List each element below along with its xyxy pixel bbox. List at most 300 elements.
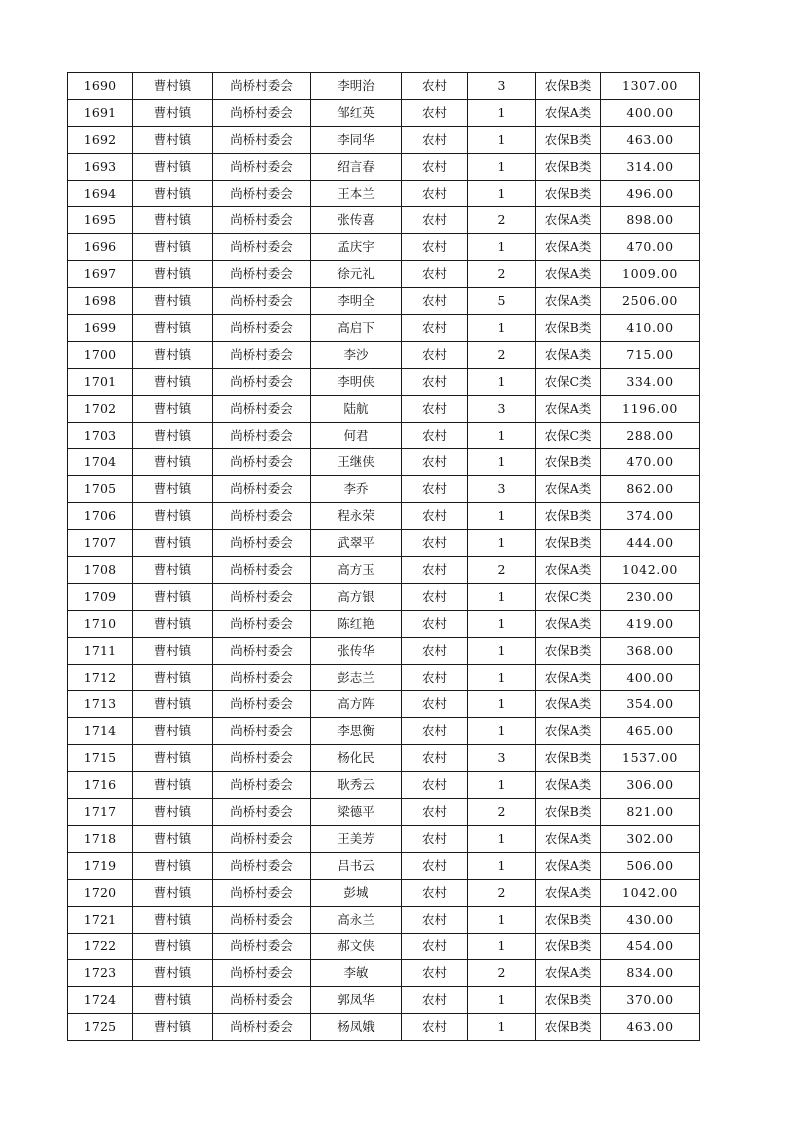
town-cell: 曹村镇	[133, 153, 213, 180]
area-type-cell: 农村	[402, 852, 468, 879]
table-row	[68, 987, 700, 1014]
serial-number-cell: 1715	[68, 745, 133, 772]
benefit-category-cell: 农保C类	[536, 368, 601, 395]
area-type-cell: 农村	[402, 99, 468, 126]
benefit-amount-cell: 400.00	[601, 99, 700, 126]
recipient-name-cell: 杨化民	[311, 745, 402, 772]
area-type-cell: 农村	[402, 288, 468, 315]
recipient-name-cell: 耿秀云	[311, 772, 402, 799]
benefit-category-cell: 农保B类	[536, 987, 601, 1014]
serial-number-cell: 1710	[68, 610, 133, 637]
benefit-category-cell: 农保B类	[536, 180, 601, 207]
table-row	[68, 395, 700, 422]
village-committee-cell: 尚桥村委会	[213, 906, 311, 933]
town-cell: 曹村镇	[133, 879, 213, 906]
recipient-name-cell: 王继侠	[311, 449, 402, 476]
benefit-category-cell: 农保B类	[536, 503, 601, 530]
recipient-name-cell: 彭志兰	[311, 664, 402, 691]
serial-number-cell: 1699	[68, 315, 133, 342]
town-cell: 曹村镇	[133, 718, 213, 745]
serial-number-cell: 1721	[68, 906, 133, 933]
town-cell: 曹村镇	[133, 126, 213, 153]
benefit-category-cell: 农保B类	[536, 799, 601, 826]
town-cell: 曹村镇	[133, 368, 213, 395]
benefit-amount-cell: 821.00	[601, 799, 700, 826]
serial-number-cell: 1717	[68, 799, 133, 826]
town-cell: 曹村镇	[133, 772, 213, 799]
area-type-cell: 农村	[402, 799, 468, 826]
table-row	[68, 691, 700, 718]
area-type-cell: 农村	[402, 879, 468, 906]
benefit-amount-cell: 430.00	[601, 906, 700, 933]
household-members-cell: 1	[468, 610, 536, 637]
benefit-category-cell: 农保A类	[536, 772, 601, 799]
town-cell: 曹村镇	[133, 825, 213, 852]
household-members-cell: 1	[468, 906, 536, 933]
area-type-cell: 农村	[402, 126, 468, 153]
serial-number-cell: 1714	[68, 718, 133, 745]
town-cell: 曹村镇	[133, 73, 213, 100]
area-type-cell: 农村	[402, 422, 468, 449]
serial-number-cell: 1718	[68, 825, 133, 852]
serial-number-cell: 1722	[68, 933, 133, 960]
benefit-amount-cell: 898.00	[601, 207, 700, 234]
household-members-cell: 1	[468, 449, 536, 476]
benefit-category-cell: 农保A类	[536, 476, 601, 503]
household-members-cell: 2	[468, 879, 536, 906]
town-cell: 曹村镇	[133, 852, 213, 879]
village-committee-cell: 尚桥村委会	[213, 960, 311, 987]
benefit-category-cell: 农保A类	[536, 718, 601, 745]
household-members-cell: 1	[468, 772, 536, 799]
benefit-amount-cell: 314.00	[601, 153, 700, 180]
benefit-amount-cell: 470.00	[601, 449, 700, 476]
table-row	[68, 261, 700, 288]
village-committee-cell: 尚桥村委会	[213, 718, 311, 745]
benefit-category-cell: 农保B类	[536, 153, 601, 180]
area-type-cell: 农村	[402, 207, 468, 234]
benefit-amount-cell: 506.00	[601, 852, 700, 879]
recipient-name-cell: 梁德平	[311, 799, 402, 826]
area-type-cell: 农村	[402, 745, 468, 772]
household-members-cell: 1	[468, 234, 536, 261]
area-type-cell: 农村	[402, 503, 468, 530]
benefit-amount-cell: 454.00	[601, 933, 700, 960]
benefit-amount-cell: 400.00	[601, 664, 700, 691]
serial-number-cell: 1706	[68, 503, 133, 530]
table-row	[68, 476, 700, 503]
village-committee-cell: 尚桥村委会	[213, 126, 311, 153]
benefit-category-cell: 农保A类	[536, 557, 601, 584]
area-type-cell: 农村	[402, 1014, 468, 1041]
recipient-name-cell: 徐元礼	[311, 261, 402, 288]
town-cell: 曹村镇	[133, 933, 213, 960]
household-members-cell: 1	[468, 637, 536, 664]
town-cell: 曹村镇	[133, 503, 213, 530]
recipient-name-cell: 绍言春	[311, 153, 402, 180]
village-committee-cell: 尚桥村委会	[213, 99, 311, 126]
village-committee-cell: 尚桥村委会	[213, 73, 311, 100]
area-type-cell: 农村	[402, 718, 468, 745]
town-cell: 曹村镇	[133, 288, 213, 315]
recipient-name-cell: 陈红艳	[311, 610, 402, 637]
town-cell: 曹村镇	[133, 987, 213, 1014]
town-cell: 曹村镇	[133, 960, 213, 987]
area-type-cell: 农村	[402, 691, 468, 718]
serial-number-cell: 1711	[68, 637, 133, 664]
recipient-name-cell: 李沙	[311, 341, 402, 368]
table-row	[68, 503, 700, 530]
recipient-name-cell: 何君	[311, 422, 402, 449]
village-committee-cell: 尚桥村委会	[213, 449, 311, 476]
benefit-amount-cell: 1196.00	[601, 395, 700, 422]
village-committee-cell: 尚桥村委会	[213, 799, 311, 826]
village-committee-cell: 尚桥村委会	[213, 180, 311, 207]
benefit-category-cell: 农保A类	[536, 610, 601, 637]
table-row	[68, 1014, 700, 1041]
area-type-cell: 农村	[402, 557, 468, 584]
recipient-name-cell: 邹红英	[311, 99, 402, 126]
benefit-category-cell: 农保A类	[536, 395, 601, 422]
benefit-amount-cell: 1009.00	[601, 261, 700, 288]
benefit-amount-cell: 368.00	[601, 637, 700, 664]
table-row	[68, 799, 700, 826]
benefit-amount-cell: 715.00	[601, 341, 700, 368]
recipient-name-cell: 程永荣	[311, 503, 402, 530]
recipient-name-cell: 郝文侠	[311, 933, 402, 960]
table-row	[68, 99, 700, 126]
area-type-cell: 农村	[402, 933, 468, 960]
table-row	[68, 368, 700, 395]
village-committee-cell: 尚桥村委会	[213, 207, 311, 234]
serial-number-cell: 1707	[68, 530, 133, 557]
benefit-category-cell: 农保A类	[536, 99, 601, 126]
recipient-name-cell: 高方银	[311, 583, 402, 610]
table-row	[68, 664, 700, 691]
benefit-category-cell: 农保B类	[536, 745, 601, 772]
serial-number-cell: 1716	[68, 772, 133, 799]
area-type-cell: 农村	[402, 73, 468, 100]
table-row	[68, 906, 700, 933]
village-committee-cell: 尚桥村委会	[213, 583, 311, 610]
village-committee-cell: 尚桥村委会	[213, 745, 311, 772]
benefit-roster-table	[67, 72, 700, 1041]
household-members-cell: 1	[468, 315, 536, 342]
benefit-amount-cell: 419.00	[601, 610, 700, 637]
table-row	[68, 825, 700, 852]
table-row	[68, 745, 700, 772]
serial-number-cell: 1708	[68, 557, 133, 584]
recipient-name-cell: 郭凤华	[311, 987, 402, 1014]
area-type-cell: 农村	[402, 261, 468, 288]
recipient-name-cell: 王美芳	[311, 825, 402, 852]
benefit-category-cell: 农保A类	[536, 234, 601, 261]
serial-number-cell: 1692	[68, 126, 133, 153]
benefit-category-cell: 农保A类	[536, 960, 601, 987]
household-members-cell: 1	[468, 852, 536, 879]
table-row	[68, 341, 700, 368]
household-members-cell: 2	[468, 261, 536, 288]
household-members-cell: 1	[468, 718, 536, 745]
benefit-amount-cell: 834.00	[601, 960, 700, 987]
serial-number-cell: 1703	[68, 422, 133, 449]
table-row	[68, 288, 700, 315]
household-members-cell: 2	[468, 207, 536, 234]
area-type-cell: 农村	[402, 476, 468, 503]
household-members-cell: 1	[468, 825, 536, 852]
recipient-name-cell: 高启下	[311, 315, 402, 342]
village-committee-cell: 尚桥村委会	[213, 772, 311, 799]
table-row	[68, 126, 700, 153]
benefit-amount-cell: 444.00	[601, 530, 700, 557]
village-committee-cell: 尚桥村委会	[213, 503, 311, 530]
table-row	[68, 583, 700, 610]
benefit-category-cell: 农保C类	[536, 583, 601, 610]
household-members-cell: 1	[468, 368, 536, 395]
recipient-name-cell: 李明侠	[311, 368, 402, 395]
serial-number-cell: 1694	[68, 180, 133, 207]
benefit-amount-cell: 370.00	[601, 987, 700, 1014]
table-row	[68, 422, 700, 449]
serial-number-cell: 1723	[68, 960, 133, 987]
benefit-amount-cell: 354.00	[601, 691, 700, 718]
serial-number-cell: 1695	[68, 207, 133, 234]
village-committee-cell: 尚桥村委会	[213, 879, 311, 906]
recipient-name-cell: 武翠平	[311, 530, 402, 557]
household-members-cell: 3	[468, 395, 536, 422]
town-cell: 曹村镇	[133, 422, 213, 449]
recipient-name-cell: 高方阵	[311, 691, 402, 718]
benefit-amount-cell: 1042.00	[601, 879, 700, 906]
town-cell: 曹村镇	[133, 1014, 213, 1041]
village-committee-cell: 尚桥村委会	[213, 987, 311, 1014]
village-committee-cell: 尚桥村委会	[213, 288, 311, 315]
recipient-name-cell: 李明全	[311, 288, 402, 315]
table-row	[68, 637, 700, 664]
benefit-amount-cell: 374.00	[601, 503, 700, 530]
benefit-category-cell: 农保B类	[536, 637, 601, 664]
benefit-amount-cell: 1042.00	[601, 557, 700, 584]
serial-number-cell: 1691	[68, 99, 133, 126]
area-type-cell: 农村	[402, 906, 468, 933]
household-members-cell: 1	[468, 530, 536, 557]
benefit-category-cell: 农保B类	[536, 906, 601, 933]
benefit-category-cell: 农保A类	[536, 691, 601, 718]
benefit-amount-cell: 1307.00	[601, 73, 700, 100]
recipient-name-cell: 杨凤娥	[311, 1014, 402, 1041]
serial-number-cell: 1698	[68, 288, 133, 315]
town-cell: 曹村镇	[133, 341, 213, 368]
town-cell: 曹村镇	[133, 799, 213, 826]
household-members-cell: 1	[468, 180, 536, 207]
benefit-amount-cell: 2506.00	[601, 288, 700, 315]
table-row	[68, 610, 700, 637]
table-row	[68, 207, 700, 234]
recipient-name-cell: 张传华	[311, 637, 402, 664]
town-cell: 曹村镇	[133, 610, 213, 637]
area-type-cell: 农村	[402, 234, 468, 261]
recipient-name-cell: 张传喜	[311, 207, 402, 234]
benefit-amount-cell: 496.00	[601, 180, 700, 207]
household-members-cell: 1	[468, 503, 536, 530]
recipient-name-cell: 高永兰	[311, 906, 402, 933]
benefit-category-cell: 农保A类	[536, 341, 601, 368]
household-members-cell: 5	[468, 288, 536, 315]
benefit-category-cell: 农保A类	[536, 879, 601, 906]
recipient-name-cell: 孟庆宇	[311, 234, 402, 261]
benefit-category-cell: 农保A类	[536, 261, 601, 288]
serial-number-cell: 1725	[68, 1014, 133, 1041]
household-members-cell: 1	[468, 933, 536, 960]
area-type-cell: 农村	[402, 180, 468, 207]
village-committee-cell: 尚桥村委会	[213, 261, 311, 288]
household-members-cell: 2	[468, 799, 536, 826]
benefit-category-cell: 农保A类	[536, 825, 601, 852]
household-members-cell: 2	[468, 557, 536, 584]
recipient-name-cell: 彭城	[311, 879, 402, 906]
town-cell: 曹村镇	[133, 180, 213, 207]
village-committee-cell: 尚桥村委会	[213, 825, 311, 852]
village-committee-cell: 尚桥村委会	[213, 368, 311, 395]
table-row	[68, 153, 700, 180]
town-cell: 曹村镇	[133, 637, 213, 664]
benefit-category-cell: 农保A类	[536, 207, 601, 234]
benefit-amount-cell: 410.00	[601, 315, 700, 342]
recipient-name-cell: 李明治	[311, 73, 402, 100]
recipient-name-cell: 李同华	[311, 126, 402, 153]
serial-number-cell: 1690	[68, 73, 133, 100]
town-cell: 曹村镇	[133, 530, 213, 557]
benefit-amount-cell: 465.00	[601, 718, 700, 745]
recipient-name-cell: 吕书云	[311, 852, 402, 879]
serial-number-cell: 1701	[68, 368, 133, 395]
serial-number-cell: 1709	[68, 583, 133, 610]
household-members-cell: 1	[468, 691, 536, 718]
benefit-category-cell: 农保B类	[536, 530, 601, 557]
benefit-category-cell: 农保A类	[536, 664, 601, 691]
serial-number-cell: 1704	[68, 449, 133, 476]
area-type-cell: 农村	[402, 772, 468, 799]
table-row	[68, 315, 700, 342]
village-committee-cell: 尚桥村委会	[213, 557, 311, 584]
serial-number-cell: 1713	[68, 691, 133, 718]
village-committee-cell: 尚桥村委会	[213, 422, 311, 449]
benefit-category-cell: 农保B类	[536, 315, 601, 342]
household-members-cell: 1	[468, 126, 536, 153]
area-type-cell: 农村	[402, 315, 468, 342]
town-cell: 曹村镇	[133, 207, 213, 234]
area-type-cell: 农村	[402, 341, 468, 368]
recipient-name-cell: 陆航	[311, 395, 402, 422]
household-members-cell: 2	[468, 341, 536, 368]
town-cell: 曹村镇	[133, 691, 213, 718]
recipient-name-cell: 李敏	[311, 960, 402, 987]
town-cell: 曹村镇	[133, 583, 213, 610]
serial-number-cell: 1693	[68, 153, 133, 180]
village-committee-cell: 尚桥村委会	[213, 530, 311, 557]
table-row	[68, 234, 700, 261]
household-members-cell: 1	[468, 987, 536, 1014]
serial-number-cell: 1700	[68, 341, 133, 368]
town-cell: 曹村镇	[133, 476, 213, 503]
benefit-amount-cell: 862.00	[601, 476, 700, 503]
table-row	[68, 852, 700, 879]
recipient-name-cell: 李乔	[311, 476, 402, 503]
table-row	[68, 718, 700, 745]
household-members-cell: 1	[468, 153, 536, 180]
benefit-amount-cell: 302.00	[601, 825, 700, 852]
town-cell: 曹村镇	[133, 449, 213, 476]
village-committee-cell: 尚桥村委会	[213, 1014, 311, 1041]
town-cell: 曹村镇	[133, 906, 213, 933]
area-type-cell: 农村	[402, 987, 468, 1014]
town-cell: 曹村镇	[133, 99, 213, 126]
benefit-category-cell: 农保B类	[536, 73, 601, 100]
area-type-cell: 农村	[402, 664, 468, 691]
recipient-name-cell: 高方玉	[311, 557, 402, 584]
benefit-category-cell: 农保B类	[536, 1014, 601, 1041]
benefit-category-cell: 农保C类	[536, 422, 601, 449]
serial-number-cell: 1719	[68, 852, 133, 879]
village-committee-cell: 尚桥村委会	[213, 610, 311, 637]
table-row	[68, 449, 700, 476]
town-cell: 曹村镇	[133, 234, 213, 261]
serial-number-cell: 1724	[68, 987, 133, 1014]
household-members-cell: 3	[468, 745, 536, 772]
benefit-amount-cell: 230.00	[601, 583, 700, 610]
table-row	[68, 73, 700, 100]
area-type-cell: 农村	[402, 449, 468, 476]
benefit-amount-cell: 306.00	[601, 772, 700, 799]
household-members-cell: 1	[468, 422, 536, 449]
area-type-cell: 农村	[402, 583, 468, 610]
town-cell: 曹村镇	[133, 395, 213, 422]
benefit-amount-cell: 463.00	[601, 126, 700, 153]
serial-number-cell: 1702	[68, 395, 133, 422]
village-committee-cell: 尚桥村委会	[213, 476, 311, 503]
area-type-cell: 农村	[402, 825, 468, 852]
village-committee-cell: 尚桥村委会	[213, 637, 311, 664]
serial-number-cell: 1697	[68, 261, 133, 288]
area-type-cell: 农村	[402, 530, 468, 557]
area-type-cell: 农村	[402, 637, 468, 664]
household-members-cell: 1	[468, 583, 536, 610]
household-members-cell: 1	[468, 664, 536, 691]
table-row	[68, 530, 700, 557]
village-committee-cell: 尚桥村委会	[213, 691, 311, 718]
table-row	[68, 933, 700, 960]
area-type-cell: 农村	[402, 960, 468, 987]
serial-number-cell: 1696	[68, 234, 133, 261]
area-type-cell: 农村	[402, 368, 468, 395]
household-members-cell: 3	[468, 476, 536, 503]
benefit-amount-cell: 288.00	[601, 422, 700, 449]
area-type-cell: 农村	[402, 610, 468, 637]
benefit-category-cell: 农保B类	[536, 126, 601, 153]
town-cell: 曹村镇	[133, 745, 213, 772]
recipient-name-cell: 王本兰	[311, 180, 402, 207]
town-cell: 曹村镇	[133, 664, 213, 691]
village-committee-cell: 尚桥村委会	[213, 395, 311, 422]
area-type-cell: 农村	[402, 153, 468, 180]
serial-number-cell: 1705	[68, 476, 133, 503]
benefit-category-cell: 农保A类	[536, 288, 601, 315]
benefit-category-cell: 农保A类	[536, 852, 601, 879]
benefit-category-cell: 农保B类	[536, 933, 601, 960]
recipient-name-cell: 李思衡	[311, 718, 402, 745]
table-row	[68, 772, 700, 799]
table-row	[68, 960, 700, 987]
